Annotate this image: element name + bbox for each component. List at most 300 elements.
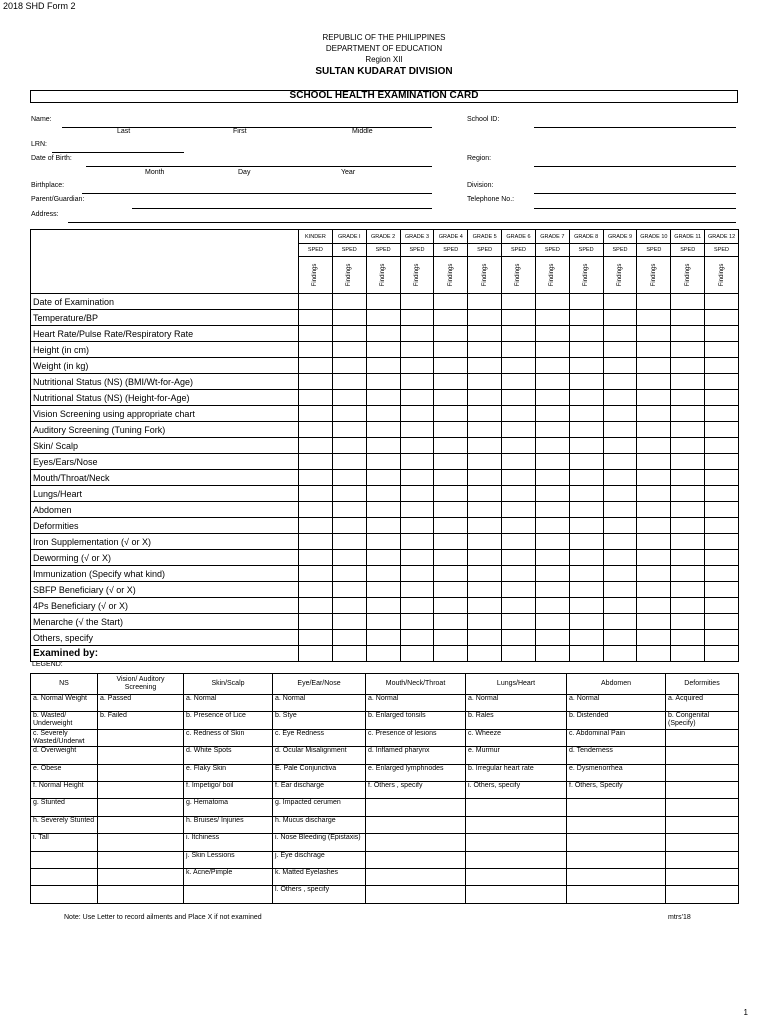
exam-cell[interactable] — [468, 374, 502, 390]
exam-cell[interactable] — [671, 454, 705, 470]
exam-cell[interactable] — [637, 502, 671, 518]
exam-cell[interactable] — [671, 550, 705, 566]
exam-cell[interactable] — [705, 422, 739, 438]
exam-cell[interactable] — [332, 502, 366, 518]
exam-cell[interactable] — [468, 550, 502, 566]
exam-cell[interactable] — [366, 566, 400, 582]
exam-cell[interactable] — [502, 518, 536, 534]
exam-cell[interactable] — [569, 454, 603, 470]
exam-cell[interactable] — [366, 374, 400, 390]
exam-cell[interactable] — [400, 294, 434, 310]
exam-cell[interactable] — [705, 630, 739, 646]
exam-cell[interactable] — [569, 326, 603, 342]
exam-cell[interactable] — [705, 326, 739, 342]
examined-by-cell[interactable] — [502, 646, 536, 662]
exam-cell[interactable] — [705, 534, 739, 550]
exam-cell[interactable] — [637, 326, 671, 342]
exam-cell[interactable] — [502, 454, 536, 470]
exam-cell[interactable] — [637, 598, 671, 614]
exam-cell[interactable] — [400, 374, 434, 390]
exam-cell[interactable] — [671, 502, 705, 518]
exam-cell[interactable] — [637, 614, 671, 630]
exam-cell[interactable] — [468, 390, 502, 406]
exam-cell[interactable] — [502, 566, 536, 582]
exam-cell[interactable] — [468, 470, 502, 486]
exam-cell[interactable] — [434, 534, 468, 550]
exam-cell[interactable] — [299, 438, 333, 454]
exam-cell[interactable] — [535, 630, 569, 646]
exam-cell[interactable] — [400, 326, 434, 342]
examined-by-cell[interactable] — [366, 646, 400, 662]
exam-cell[interactable] — [671, 598, 705, 614]
exam-cell[interactable] — [366, 470, 400, 486]
exam-cell[interactable] — [569, 598, 603, 614]
exam-cell[interactable] — [603, 598, 637, 614]
exam-cell[interactable] — [535, 470, 569, 486]
exam-cell[interactable] — [502, 390, 536, 406]
exam-cell[interactable] — [637, 294, 671, 310]
exam-cell[interactable] — [468, 502, 502, 518]
exam-cell[interactable] — [705, 406, 739, 422]
exam-cell[interactable] — [299, 310, 333, 326]
exam-cell[interactable] — [332, 294, 366, 310]
exam-cell[interactable] — [332, 534, 366, 550]
exam-cell[interactable] — [468, 614, 502, 630]
exam-cell[interactable] — [535, 518, 569, 534]
exam-cell[interactable] — [468, 326, 502, 342]
exam-cell[interactable] — [502, 630, 536, 646]
exam-cell[interactable] — [366, 358, 400, 374]
exam-cell[interactable] — [299, 502, 333, 518]
exam-cell[interactable] — [332, 342, 366, 358]
examined-by-cell[interactable] — [299, 646, 333, 662]
exam-cell[interactable] — [671, 390, 705, 406]
exam-cell[interactable] — [705, 438, 739, 454]
exam-cell[interactable] — [535, 614, 569, 630]
exam-cell[interactable] — [637, 550, 671, 566]
exam-cell[interactable] — [535, 486, 569, 502]
exam-cell[interactable] — [535, 566, 569, 582]
exam-cell[interactable] — [468, 422, 502, 438]
exam-cell[interactable] — [400, 630, 434, 646]
exam-cell[interactable] — [434, 502, 468, 518]
exam-cell[interactable] — [434, 518, 468, 534]
exam-cell[interactable] — [603, 422, 637, 438]
examined-by-cell[interactable] — [332, 646, 366, 662]
exam-cell[interactable] — [502, 422, 536, 438]
exam-cell[interactable] — [434, 438, 468, 454]
exam-cell[interactable] — [468, 294, 502, 310]
exam-cell[interactable] — [468, 358, 502, 374]
exam-cell[interactable] — [603, 614, 637, 630]
exam-cell[interactable] — [332, 614, 366, 630]
exam-cell[interactable] — [299, 294, 333, 310]
exam-cell[interactable] — [468, 582, 502, 598]
exam-cell[interactable] — [705, 454, 739, 470]
exam-cell[interactable] — [434, 422, 468, 438]
exam-cell[interactable] — [299, 630, 333, 646]
exam-cell[interactable] — [332, 422, 366, 438]
exam-cell[interactable] — [366, 518, 400, 534]
exam-cell[interactable] — [502, 486, 536, 502]
exam-cell[interactable] — [603, 358, 637, 374]
exam-cell[interactable] — [705, 598, 739, 614]
exam-cell[interactable] — [366, 630, 400, 646]
lrn-field[interactable] — [52, 152, 184, 153]
exam-cell[interactable] — [671, 406, 705, 422]
exam-cell[interactable] — [671, 310, 705, 326]
exam-cell[interactable] — [434, 470, 468, 486]
exam-cell[interactable] — [603, 502, 637, 518]
exam-cell[interactable] — [400, 406, 434, 422]
exam-cell[interactable] — [569, 614, 603, 630]
exam-cell[interactable] — [603, 566, 637, 582]
exam-cell[interactable] — [603, 374, 637, 390]
examined-by-cell[interactable] — [603, 646, 637, 662]
exam-cell[interactable] — [366, 422, 400, 438]
exam-cell[interactable] — [603, 342, 637, 358]
exam-cell[interactable] — [603, 406, 637, 422]
birthplace-field[interactable] — [82, 193, 432, 194]
exam-cell[interactable] — [332, 550, 366, 566]
telephone-field[interactable] — [534, 208, 736, 209]
exam-cell[interactable] — [400, 566, 434, 582]
exam-cell[interactable] — [400, 390, 434, 406]
exam-cell[interactable] — [603, 550, 637, 566]
exam-cell[interactable] — [299, 582, 333, 598]
exam-cell[interactable] — [299, 598, 333, 614]
exam-cell[interactable] — [502, 326, 536, 342]
examined-by-cell[interactable] — [569, 646, 603, 662]
exam-cell[interactable] — [332, 630, 366, 646]
exam-cell[interactable] — [535, 598, 569, 614]
exam-cell[interactable] — [535, 342, 569, 358]
exam-cell[interactable] — [400, 534, 434, 550]
address-field[interactable] — [68, 222, 736, 223]
exam-cell[interactable] — [332, 406, 366, 422]
exam-cell[interactable] — [705, 374, 739, 390]
exam-cell[interactable] — [671, 342, 705, 358]
exam-cell[interactable] — [299, 454, 333, 470]
exam-cell[interactable] — [535, 358, 569, 374]
exam-cell[interactable] — [468, 630, 502, 646]
exam-cell[interactable] — [434, 598, 468, 614]
exam-cell[interactable] — [332, 454, 366, 470]
exam-cell[interactable] — [366, 582, 400, 598]
exam-cell[interactable] — [332, 326, 366, 342]
school-id-field[interactable] — [534, 127, 736, 128]
exam-cell[interactable] — [535, 454, 569, 470]
exam-cell[interactable] — [502, 502, 536, 518]
exam-cell[interactable] — [366, 438, 400, 454]
exam-cell[interactable] — [468, 518, 502, 534]
exam-cell[interactable] — [434, 374, 468, 390]
region-field[interactable] — [534, 166, 736, 167]
exam-cell[interactable] — [434, 582, 468, 598]
exam-cell[interactable] — [603, 486, 637, 502]
exam-cell[interactable] — [637, 438, 671, 454]
examined-by-cell[interactable] — [671, 646, 705, 662]
exam-cell[interactable] — [434, 486, 468, 502]
exam-cell[interactable] — [671, 486, 705, 502]
exam-cell[interactable] — [366, 294, 400, 310]
exam-cell[interactable] — [535, 438, 569, 454]
exam-cell[interactable] — [400, 582, 434, 598]
division-field[interactable] — [534, 193, 736, 194]
exam-cell[interactable] — [434, 310, 468, 326]
exam-cell[interactable] — [603, 294, 637, 310]
exam-cell[interactable] — [671, 358, 705, 374]
dob-field[interactable] — [86, 166, 432, 167]
exam-cell[interactable] — [434, 406, 468, 422]
exam-cell[interactable] — [332, 310, 366, 326]
exam-cell[interactable] — [332, 486, 366, 502]
exam-cell[interactable] — [400, 310, 434, 326]
exam-cell[interactable] — [569, 550, 603, 566]
exam-cell[interactable] — [434, 630, 468, 646]
exam-cell[interactable] — [299, 614, 333, 630]
exam-cell[interactable] — [603, 390, 637, 406]
exam-cell[interactable] — [535, 422, 569, 438]
exam-cell[interactable] — [468, 438, 502, 454]
exam-cell[interactable] — [637, 582, 671, 598]
exam-cell[interactable] — [332, 470, 366, 486]
exam-cell[interactable] — [299, 470, 333, 486]
exam-cell[interactable] — [569, 486, 603, 502]
exam-cell[interactable] — [332, 566, 366, 582]
exam-cell[interactable] — [502, 374, 536, 390]
exam-cell[interactable] — [434, 326, 468, 342]
exam-cell[interactable] — [671, 438, 705, 454]
exam-cell[interactable] — [434, 358, 468, 374]
exam-cell[interactable] — [671, 534, 705, 550]
exam-cell[interactable] — [299, 326, 333, 342]
exam-cell[interactable] — [705, 582, 739, 598]
exam-cell[interactable] — [400, 470, 434, 486]
exam-cell[interactable] — [671, 630, 705, 646]
exam-cell[interactable] — [502, 598, 536, 614]
exam-cell[interactable] — [535, 374, 569, 390]
examined-by-cell[interactable] — [400, 646, 434, 662]
exam-cell[interactable] — [434, 294, 468, 310]
exam-cell[interactable] — [299, 518, 333, 534]
exam-cell[interactable] — [603, 582, 637, 598]
exam-cell[interactable] — [400, 342, 434, 358]
exam-cell[interactable] — [569, 566, 603, 582]
exam-cell[interactable] — [535, 310, 569, 326]
exam-cell[interactable] — [705, 358, 739, 374]
exam-cell[interactable] — [468, 566, 502, 582]
exam-cell[interactable] — [366, 342, 400, 358]
exam-cell[interactable] — [671, 518, 705, 534]
exam-cell[interactable] — [400, 438, 434, 454]
exam-cell[interactable] — [468, 310, 502, 326]
exam-cell[interactable] — [299, 534, 333, 550]
exam-cell[interactable] — [400, 598, 434, 614]
exam-cell[interactable] — [569, 390, 603, 406]
exam-cell[interactable] — [637, 470, 671, 486]
exam-cell[interactable] — [569, 630, 603, 646]
exam-cell[interactable] — [400, 502, 434, 518]
exam-cell[interactable] — [366, 454, 400, 470]
examined-by-cell[interactable] — [468, 646, 502, 662]
exam-cell[interactable] — [705, 614, 739, 630]
exam-cell[interactable] — [569, 518, 603, 534]
exam-cell[interactable] — [299, 550, 333, 566]
exam-cell[interactable] — [603, 454, 637, 470]
exam-cell[interactable] — [400, 614, 434, 630]
exam-cell[interactable] — [535, 502, 569, 518]
exam-cell[interactable] — [535, 582, 569, 598]
exam-cell[interactable] — [400, 550, 434, 566]
exam-cell[interactable] — [569, 582, 603, 598]
exam-cell[interactable] — [332, 598, 366, 614]
exam-cell[interactable] — [535, 326, 569, 342]
exam-cell[interactable] — [637, 454, 671, 470]
exam-cell[interactable] — [400, 486, 434, 502]
exam-cell[interactable] — [366, 502, 400, 518]
exam-cell[interactable] — [603, 310, 637, 326]
exam-cell[interactable] — [671, 566, 705, 582]
exam-cell[interactable] — [299, 390, 333, 406]
exam-cell[interactable] — [434, 614, 468, 630]
exam-cell[interactable] — [502, 582, 536, 598]
exam-cell[interactable] — [299, 422, 333, 438]
exam-cell[interactable] — [535, 534, 569, 550]
exam-cell[interactable] — [366, 326, 400, 342]
exam-cell[interactable] — [502, 438, 536, 454]
exam-cell[interactable] — [569, 502, 603, 518]
exam-cell[interactable] — [705, 566, 739, 582]
exam-cell[interactable] — [671, 422, 705, 438]
exam-cell[interactable] — [332, 374, 366, 390]
exam-cell[interactable] — [569, 438, 603, 454]
exam-cell[interactable] — [569, 422, 603, 438]
exam-cell[interactable] — [502, 470, 536, 486]
exam-cell[interactable] — [569, 534, 603, 550]
exam-cell[interactable] — [502, 342, 536, 358]
exam-cell[interactable] — [603, 326, 637, 342]
exam-cell[interactable] — [671, 614, 705, 630]
exam-cell[interactable] — [366, 390, 400, 406]
exam-cell[interactable] — [332, 582, 366, 598]
exam-cell[interactable] — [671, 470, 705, 486]
exam-cell[interactable] — [332, 518, 366, 534]
exam-cell[interactable] — [603, 534, 637, 550]
exam-cell[interactable] — [400, 358, 434, 374]
exam-cell[interactable] — [637, 358, 671, 374]
exam-cell[interactable] — [400, 422, 434, 438]
exam-cell[interactable] — [468, 454, 502, 470]
exam-cell[interactable] — [535, 406, 569, 422]
exam-cell[interactable] — [299, 486, 333, 502]
exam-cell[interactable] — [502, 294, 536, 310]
exam-cell[interactable] — [603, 438, 637, 454]
exam-cell[interactable] — [366, 614, 400, 630]
exam-cell[interactable] — [299, 406, 333, 422]
exam-cell[interactable] — [366, 406, 400, 422]
exam-cell[interactable] — [671, 582, 705, 598]
exam-cell[interactable] — [332, 390, 366, 406]
exam-cell[interactable] — [705, 470, 739, 486]
exam-cell[interactable] — [299, 566, 333, 582]
exam-cell[interactable] — [366, 310, 400, 326]
exam-cell[interactable] — [569, 406, 603, 422]
exam-cell[interactable] — [569, 342, 603, 358]
exam-cell[interactable] — [366, 550, 400, 566]
exam-cell[interactable] — [434, 550, 468, 566]
exam-cell[interactable] — [400, 454, 434, 470]
exam-cell[interactable] — [502, 310, 536, 326]
exam-cell[interactable] — [502, 406, 536, 422]
exam-cell[interactable] — [671, 374, 705, 390]
exam-cell[interactable] — [535, 294, 569, 310]
exam-cell[interactable] — [502, 358, 536, 374]
exam-cell[interactable] — [434, 566, 468, 582]
exam-cell[interactable] — [468, 486, 502, 502]
exam-cell[interactable] — [705, 390, 739, 406]
exam-cell[interactable] — [671, 326, 705, 342]
exam-cell[interactable] — [502, 614, 536, 630]
exam-cell[interactable] — [569, 358, 603, 374]
exam-cell[interactable] — [637, 390, 671, 406]
exam-cell[interactable] — [569, 470, 603, 486]
exam-cell[interactable] — [637, 342, 671, 358]
exam-cell[interactable] — [705, 550, 739, 566]
exam-cell[interactable] — [705, 486, 739, 502]
examined-by-cell[interactable] — [637, 646, 671, 662]
exam-cell[interactable] — [502, 534, 536, 550]
exam-cell[interactable] — [468, 598, 502, 614]
exam-cell[interactable] — [603, 470, 637, 486]
exam-cell[interactable] — [468, 534, 502, 550]
exam-cell[interactable] — [637, 630, 671, 646]
exam-cell[interactable] — [366, 486, 400, 502]
exam-cell[interactable] — [434, 390, 468, 406]
exam-cell[interactable] — [434, 342, 468, 358]
exam-cell[interactable] — [535, 550, 569, 566]
exam-cell[interactable] — [299, 374, 333, 390]
exam-cell[interactable] — [603, 518, 637, 534]
exam-cell[interactable] — [603, 630, 637, 646]
exam-cell[interactable] — [468, 342, 502, 358]
exam-cell[interactable] — [569, 374, 603, 390]
exam-cell[interactable] — [705, 342, 739, 358]
exam-cell[interactable] — [569, 310, 603, 326]
exam-cell[interactable] — [671, 294, 705, 310]
exam-cell[interactable] — [366, 534, 400, 550]
exam-cell[interactable] — [637, 518, 671, 534]
exam-cell[interactable] — [637, 534, 671, 550]
exam-cell[interactable] — [400, 518, 434, 534]
exam-cell[interactable] — [637, 566, 671, 582]
exam-cell[interactable] — [705, 518, 739, 534]
exam-cell[interactable] — [569, 294, 603, 310]
exam-cell[interactable] — [637, 406, 671, 422]
exam-cell[interactable] — [637, 374, 671, 390]
exam-cell[interactable] — [332, 358, 366, 374]
parent-field[interactable] — [132, 208, 432, 209]
exam-cell[interactable] — [705, 294, 739, 310]
exam-cell[interactable] — [299, 342, 333, 358]
exam-cell[interactable] — [637, 486, 671, 502]
exam-cell[interactable] — [637, 310, 671, 326]
examined-by-cell[interactable] — [434, 646, 468, 662]
exam-cell[interactable] — [535, 390, 569, 406]
exam-cell[interactable] — [332, 438, 366, 454]
exam-cell[interactable] — [705, 502, 739, 518]
examined-by-cell[interactable] — [535, 646, 569, 662]
